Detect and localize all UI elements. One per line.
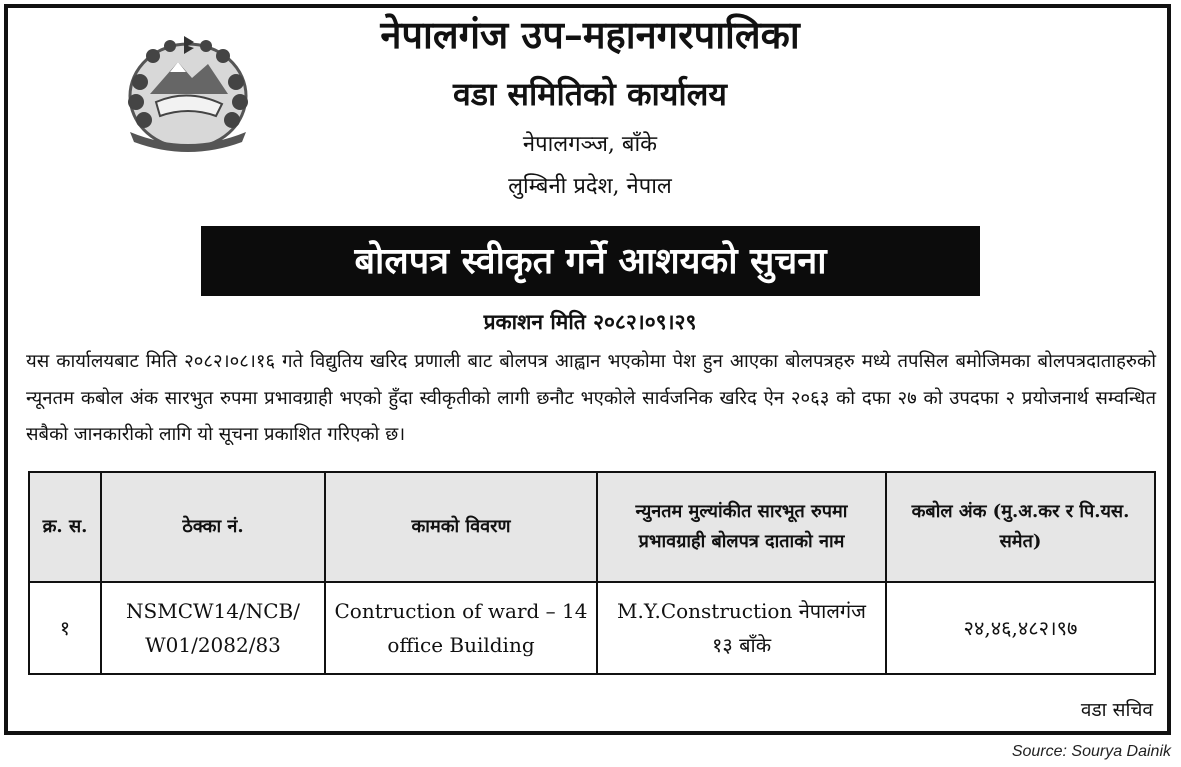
notice-body: यस कार्यालयबाट मिति २०८२।०८।१६ गते विद्युतिय खरिद प्रणाली बाट बोलपत्र आह्वान भएकोमा पेश हुन आएका बोलपत्रहरु मध्ये तपसिल बमोजिमका बोलपत्रदाताहरुको न्यूनतम कबोल अंक सारभुत रुपमा प्रभावग्राही भएको हुँदा स्वीकृतीको लागी छनौट भएकोले सार्वजनिक खरिद ऐन २०६३ को दफा २७ को उपदफा २ प्रयोजनार्थ सम्वन्धित सबैको जानकारीको लागि यो सूचना प्रकाशित गरिएको छ। <box>26 351 1156 445</box>
col-bidder: न्युनतम मुल्यांकीत सारभूत रुपमा प्रभावग्राही बोलपत्र दाताको नाम <box>597 472 886 582</box>
col-bid-amount: कबोल अंक (मु.अ.कर र पि.यस. समेत) <box>886 472 1155 582</box>
col-contract-no: ठेक्का नं. <box>101 472 325 582</box>
cell-description: Contruction of ward – 14 office Building <box>325 582 597 674</box>
nepal-emblem-icon <box>118 32 258 154</box>
office-province: लुम्बिनी प्रदेश, नेपाल <box>508 174 672 199</box>
cell-contract-no: NSMCW14/NCB/ W01/2082/83 <box>101 582 325 674</box>
source-credit: Source: Sourya Dainik <box>1011 743 1171 760</box>
office-name: वडा समितिको कार्यालय <box>453 75 727 113</box>
bid-table <box>28 471 1156 675</box>
table-header-row <box>29 472 1155 582</box>
table-row <box>29 582 1155 674</box>
cell-bidder: M.Y.Construction नेपालगंज १३ बाँके <box>597 582 886 674</box>
municipality-name: नेपालगंज उप–महानगरपालिका <box>380 12 800 57</box>
col-serial: क्र. स. <box>29 472 101 582</box>
cell-bid-amount: २४,४६,४८२।९७ <box>886 582 1155 674</box>
notice-title: बोलपत्र स्वीकृत गर्ने आशयको सुचना <box>201 226 980 296</box>
signatory: वडा सचिव <box>1080 699 1153 721</box>
publication-date: प्रकाशन मिति २०८२।०९।२९ <box>483 309 697 334</box>
col-description: कामको विवरण <box>325 472 597 582</box>
cell-serial: १ <box>29 582 101 674</box>
office-location: नेपालगञ्ज, बाँके <box>522 132 658 157</box>
